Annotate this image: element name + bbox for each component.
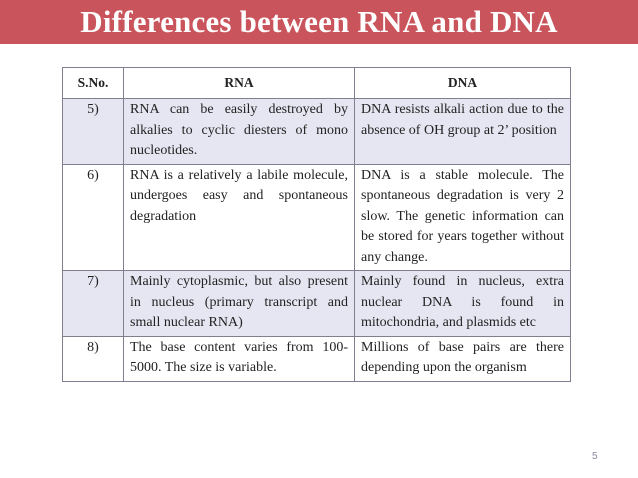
table-row (63, 336, 571, 381)
table-row (63, 164, 571, 271)
row-rna: RNA can be easily destroyed by alkalies to cyclic diesters of mono nucleotides. (124, 99, 355, 165)
table-row (63, 99, 571, 165)
row-dna: Millions of base pairs are there depending upon the organism (355, 336, 571, 381)
row-dna: Mainly found in nucleus, extra nuclear DNA is found in mitochondria, and plasmids etc (355, 271, 571, 337)
header-sno: S.No. (63, 68, 124, 99)
row-dna: DNA resists alkali action due to the absence of OH group at 2’ position (355, 99, 571, 165)
header-dna: DNA (355, 68, 571, 99)
table-row (63, 271, 571, 337)
row-sno: 5) (63, 99, 124, 165)
row-sno: 6) (63, 164, 124, 271)
row-dna: DNA is a stable molecule. The spontaneous degradation is very 2 slow. The genetic information can be stored for years together without any change. (355, 164, 571, 271)
row-sno: 7) (63, 271, 124, 337)
slide-title: Differences between RNA and DNA (0, 0, 638, 44)
header-rna: RNA (124, 68, 355, 99)
comparison-table (62, 67, 571, 382)
row-rna: RNA is a relatively a labile molecule, undergoes easy and spontaneous degradation (124, 164, 355, 271)
row-rna: The base content varies from 100- 5000. The size is variable. (124, 336, 355, 381)
table-header-row (63, 68, 571, 99)
row-sno: 8) (63, 336, 124, 381)
row-rna: Mainly cytoplasmic, but also present in nucleus (primary transcript and small nuclear RNA) (124, 271, 355, 337)
page-number: 5 (592, 451, 598, 462)
